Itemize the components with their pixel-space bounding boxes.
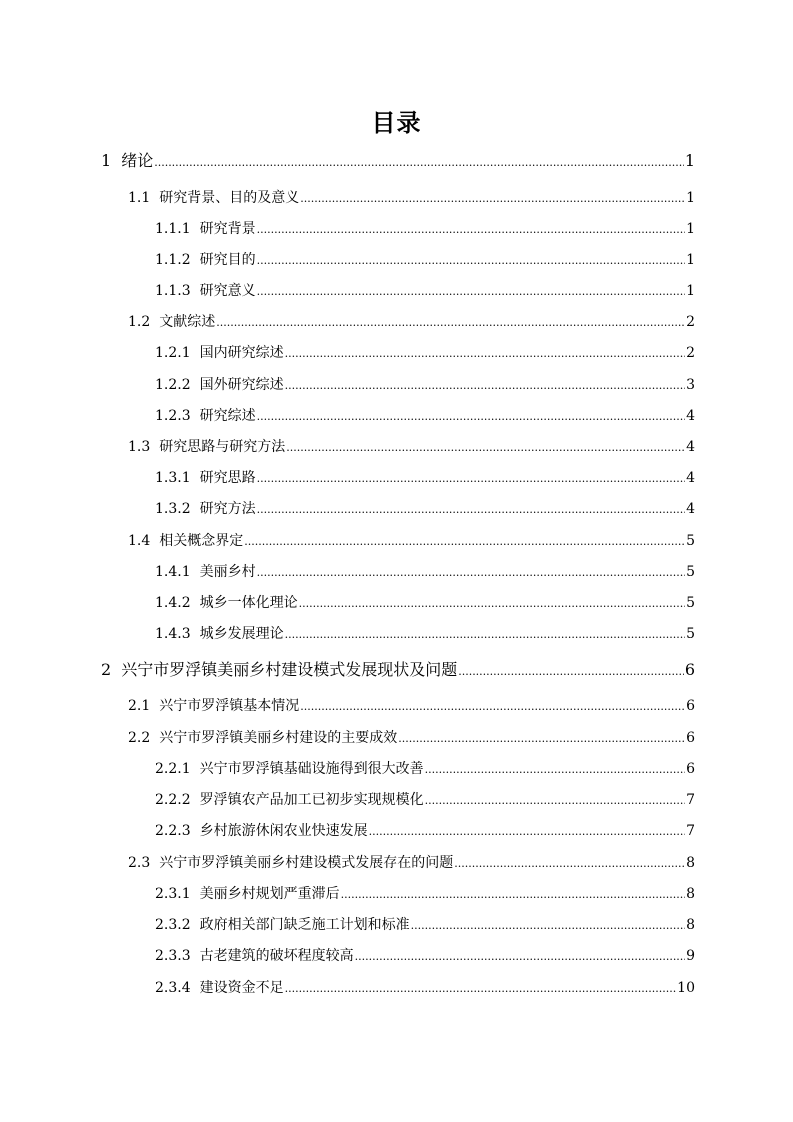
toc-entry-title: 研究综述 — [199, 408, 256, 424]
toc-entry-page-number: 5 — [686, 564, 695, 580]
toc-entry-number: 1.4.2 — [155, 595, 191, 611]
toc-entry-number: 2.2 — [128, 730, 151, 746]
toc-entry-page-number: 6 — [686, 761, 695, 777]
toc-entry-page-number: 6 — [686, 698, 695, 714]
toc-entry-title: 研究背景、目的及意义 — [159, 190, 300, 206]
toc-entry-number: 1.2.3 — [155, 408, 191, 424]
toc-entry[interactable] — [155, 977, 695, 997]
toc-entry-title: 兴宁市罗浮镇美丽乡村建设模式发展存在的问题 — [159, 855, 454, 871]
toc-entry-page-number: 6 — [686, 730, 695, 746]
toc-entry-number: 1.1.3 — [155, 283, 191, 299]
toc-entry-title: 研究思路与研究方法 — [159, 439, 286, 455]
toc-entry-page-number: 2 — [686, 345, 695, 361]
toc-entry-title: 兴宁市罗浮镇基础设施得到很大改善 — [199, 761, 424, 777]
toc-entry-title: 研究思路 — [199, 470, 256, 486]
toc-entry-number: 1.2.1 — [155, 345, 191, 361]
toc-entry-number: 2.2.3 — [155, 823, 191, 839]
toc-dot-leader — [257, 501, 685, 517]
toc-dot-leader — [369, 823, 685, 839]
toc-entry-title: 兴宁市罗浮镇基本情况 — [159, 698, 300, 714]
toc-entry-number: 2.3.1 — [155, 886, 191, 902]
toc-entry-number: 1.2 — [128, 314, 151, 330]
toc-entry-number: 2.3 — [128, 855, 151, 871]
toc-entry[interactable] — [101, 657, 695, 680]
toc-entry[interactable] — [155, 758, 695, 778]
toc-entry[interactable] — [128, 530, 695, 550]
toc-entry[interactable] — [128, 695, 695, 715]
toc-entry-title: 兴宁市罗浮镇美丽乡村建设模式发展现状及问题 — [121, 660, 458, 679]
toc-entry-title: 罗浮镇农产品加工已初步实现规模化 — [199, 792, 424, 808]
toc-entry-title: 美丽乡村规划严重滞后 — [199, 886, 340, 902]
toc-entry-page-number: 9 — [686, 948, 695, 964]
toc-dot-leader — [285, 626, 685, 642]
toc-entry-page-number: 4 — [686, 501, 695, 517]
toc-dot-leader — [257, 283, 685, 299]
toc-entry-page-number: 6 — [684, 660, 695, 679]
toc-entry[interactable] — [155, 561, 695, 581]
toc-dot-leader — [341, 886, 685, 902]
toc-entry-number: 1.2.2 — [155, 377, 191, 393]
toc-entry-number: 2.2.1 — [155, 761, 191, 777]
toc-entry-number: 1.3 — [128, 439, 151, 455]
toc-entry-number: 1.3.2 — [155, 501, 191, 517]
toc-entry-page-number: 8 — [686, 917, 695, 933]
toc-dot-leader — [154, 151, 684, 170]
toc-dot-leader — [257, 408, 685, 424]
toc-entry[interactable] — [155, 342, 695, 362]
toc-dot-leader — [244, 533, 685, 549]
toc-entry-number: 2.1 — [128, 698, 151, 714]
page-title: 目录 — [371, 109, 422, 137]
toc-entry-number: 1.1 — [128, 190, 151, 206]
toc-dot-leader — [458, 660, 684, 679]
toc-entry-title: 国外研究综述 — [199, 377, 284, 393]
toc-entry-page-number: 1 — [686, 283, 695, 299]
toc-entry[interactable] — [155, 467, 695, 487]
toc-entry-title: 美丽乡村 — [199, 564, 256, 580]
toc-dot-leader — [257, 470, 685, 486]
toc-dot-leader — [299, 595, 685, 611]
toc-entry[interactable] — [155, 883, 695, 903]
toc-entry-number: 2.3.2 — [155, 917, 191, 933]
toc-entry-number: 1 — [101, 151, 112, 170]
toc-dot-leader — [285, 377, 685, 393]
toc-entry-number: 1.4.3 — [155, 626, 191, 642]
toc-entry-page-number: 1 — [684, 151, 695, 170]
toc-entry-title: 相关概念界定 — [159, 533, 244, 549]
toc-entry-page-number: 4 — [686, 439, 695, 455]
toc-entry-title: 城乡发展理论 — [199, 626, 284, 642]
toc-entry-page-number: 7 — [686, 823, 695, 839]
toc-entry-page-number: 1 — [686, 252, 695, 268]
toc-entry-number: 1.1.1 — [155, 221, 191, 237]
toc-entry-page-number: 8 — [686, 886, 695, 902]
toc-entry-page-number: 10 — [677, 980, 695, 996]
toc-dot-leader — [257, 564, 685, 580]
toc-entry[interactable] — [155, 374, 695, 394]
toc-entry[interactable] — [155, 945, 695, 965]
toc-entry-number: 2.3.4 — [155, 980, 191, 996]
toc-entry-title: 城乡一体化理论 — [199, 595, 298, 611]
toc-dot-leader — [216, 314, 685, 330]
toc-entry[interactable] — [155, 249, 695, 269]
toc-entry-page-number: 7 — [686, 792, 695, 808]
toc-entry-title: 国内研究综述 — [199, 345, 284, 361]
toc-entry-page-number: 2 — [686, 314, 695, 330]
toc-entry-number: 1.4 — [128, 533, 151, 549]
toc-entry-title: 研究方法 — [199, 501, 256, 517]
toc-entry-number: 1.1.2 — [155, 252, 191, 268]
toc-entry-number: 2 — [101, 660, 112, 679]
toc-dot-leader — [355, 948, 685, 964]
toc-entry-title: 政府相关部门缺乏施工计划和标准 — [199, 917, 410, 933]
toc-entry[interactable] — [128, 436, 695, 456]
toc-dot-leader — [398, 730, 685, 746]
toc-entry-number: 1.4.1 — [155, 564, 191, 580]
toc-entry-title: 建设资金不足 — [199, 980, 284, 996]
toc-entry-title: 研究目的 — [199, 252, 256, 268]
toc-dot-leader — [257, 252, 685, 268]
toc-entry[interactable] — [128, 311, 695, 331]
toc-entry-page-number: 8 — [686, 855, 695, 871]
toc-dot-leader — [257, 221, 685, 237]
toc-entry[interactable] — [155, 820, 695, 840]
toc-entry[interactable] — [155, 592, 695, 612]
toc-dot-leader — [285, 980, 677, 996]
toc-entry-page-number: 5 — [686, 626, 695, 642]
toc-dot-leader — [285, 345, 685, 361]
toc-entry-title: 文献综述 — [159, 314, 216, 330]
toc-entry-title: 乡村旅游休闲农业快速发展 — [199, 823, 368, 839]
toc-dot-leader — [411, 917, 685, 933]
toc-entry-title: 古老建筑的破坏程度较高 — [199, 948, 354, 964]
toc-entry-page-number: 1 — [686, 190, 695, 206]
toc-entry-page-number: 4 — [686, 408, 695, 424]
toc-entry[interactable] — [101, 148, 695, 171]
toc-entry[interactable] — [128, 187, 695, 207]
toc-entry[interactable] — [155, 218, 695, 238]
toc-entry[interactable] — [155, 789, 695, 809]
toc-entry-title: 绪论 — [121, 151, 154, 170]
toc-entry-page-number: 3 — [686, 377, 695, 393]
toc-entry-number: 2.3.3 — [155, 948, 191, 964]
toc-entry[interactable] — [155, 914, 695, 934]
toc-dot-leader — [300, 190, 685, 206]
toc-dot-leader — [425, 792, 685, 808]
toc-entry-number: 1.3.1 — [155, 470, 191, 486]
toc-entry-page-number: 4 — [686, 470, 695, 486]
toc-entry-page-number: 5 — [686, 533, 695, 549]
toc-dot-leader — [300, 698, 685, 714]
toc-entry[interactable] — [155, 280, 695, 300]
toc-entry[interactable] — [155, 498, 695, 518]
toc-entry[interactable] — [128, 852, 695, 872]
toc-entry[interactable] — [155, 623, 695, 643]
toc-entry-title: 兴宁市罗浮镇美丽乡村建设的主要成效 — [159, 730, 398, 746]
toc-entry-title: 研究意义 — [199, 283, 256, 299]
toc-entry-page-number: 1 — [686, 221, 695, 237]
toc-entry-number: 2.2.2 — [155, 792, 191, 808]
toc-dot-leader — [286, 439, 685, 455]
toc-entry-page-number: 5 — [686, 595, 695, 611]
toc-entry[interactable] — [155, 405, 695, 425]
toc-entry-title: 研究背景 — [199, 221, 256, 237]
toc-dot-leader — [425, 761, 685, 777]
toc-dot-leader — [454, 855, 685, 871]
toc-entry[interactable] — [128, 727, 695, 747]
